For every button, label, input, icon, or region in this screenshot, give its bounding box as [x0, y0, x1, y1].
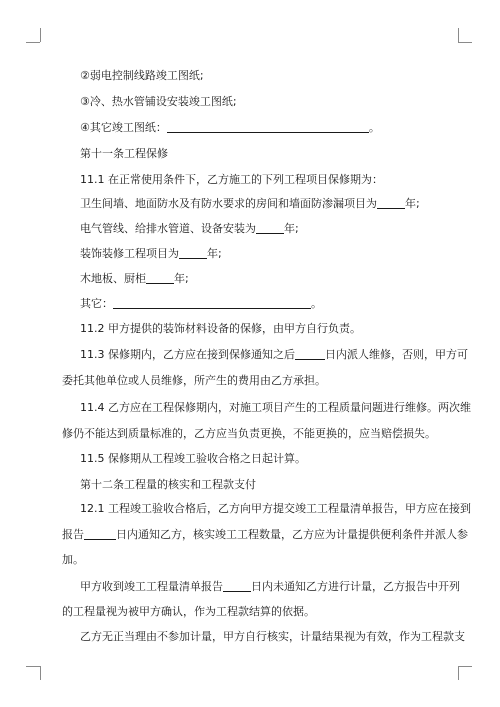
paragraph: ②弱电控制线路竣工图纸; — [80, 69, 204, 82]
blank-field — [377, 197, 405, 209]
blank-field — [179, 247, 207, 259]
blank-field — [113, 297, 311, 309]
paragraph: 甲方收到竣工工程量清单报告 日内未通知乙方进行计量，乙方报告中开列 — [80, 580, 460, 593]
paragraph: 其它： 。 — [80, 297, 322, 310]
paragraph: 电气管线、给排水管道、设备安装为 年; — [80, 222, 299, 235]
section-heading: 第十一条工程保修 — [80, 147, 168, 160]
paragraph: 11.5 保修期从工程竣工验收合格之日起计算。 — [80, 452, 306, 465]
blank-field — [256, 222, 284, 234]
paragraph: 卫生间墙、地面防水及有防水要求的房间和墙面防渗漏项目为 年; — [80, 197, 420, 210]
paragraph: ③冷、热水管铺设安装竣工图纸; — [80, 95, 237, 108]
paragraph: 木地板、厨柜 年; — [80, 272, 189, 285]
blank-field — [295, 348, 325, 360]
blank-field — [167, 121, 369, 133]
blank-field — [146, 272, 174, 284]
paragraph: 11.3 保修期内，乙方应在接到保修通知之后 日内派人维修，否则，甲方可 — [80, 348, 468, 361]
blank-field — [84, 528, 116, 540]
blank-field — [223, 580, 251, 592]
paragraph-continuation: 报告 日内通知乙方，核实竣工工程数量，乙方应为计量提供便利条件并派人参 — [62, 528, 468, 541]
paragraph: 装饰装修工程项目为 年; — [80, 247, 222, 260]
paragraph-continuation: 修仍不能达到质量标准的，乙方应当负责更换，不能更换的，应当赔偿损失。 — [62, 427, 436, 440]
paragraph: 12.1 工程竣工验收合格后，乙方向甲方提交竣工工程量清单报告，甲方应在接到 — [80, 502, 471, 515]
paragraph: 11.2 甲方提供的装饰材料设备的保修，由甲方自行负责。 — [80, 322, 361, 335]
paragraph-continuation: 委托其他单位或人员维修，所产生的费用由乙方承担。 — [62, 374, 326, 387]
paragraph: 11.1 在正常使用条件下，乙方施工的下列工程项目保修期为： — [80, 173, 383, 186]
paragraph: ④其它竣工图纸： 。 — [80, 121, 380, 134]
paragraph-continuation: 加。 — [62, 553, 84, 566]
paragraph-continuation: 的工程量视为被甲方确认，作为工程款结算的依据。 — [62, 605, 315, 618]
paragraph: 11.4 乙方应在工程保修期内，对施工项目产生的工程质量问题进行维修。两次维 — [80, 401, 471, 414]
section-heading: 第十二条工程量的核实和工程款支付 — [80, 478, 256, 491]
paragraph: 乙方无正当理由不参加计量，甲方自行核实，计量结果视为有效，作为工程款支 — [80, 630, 465, 643]
